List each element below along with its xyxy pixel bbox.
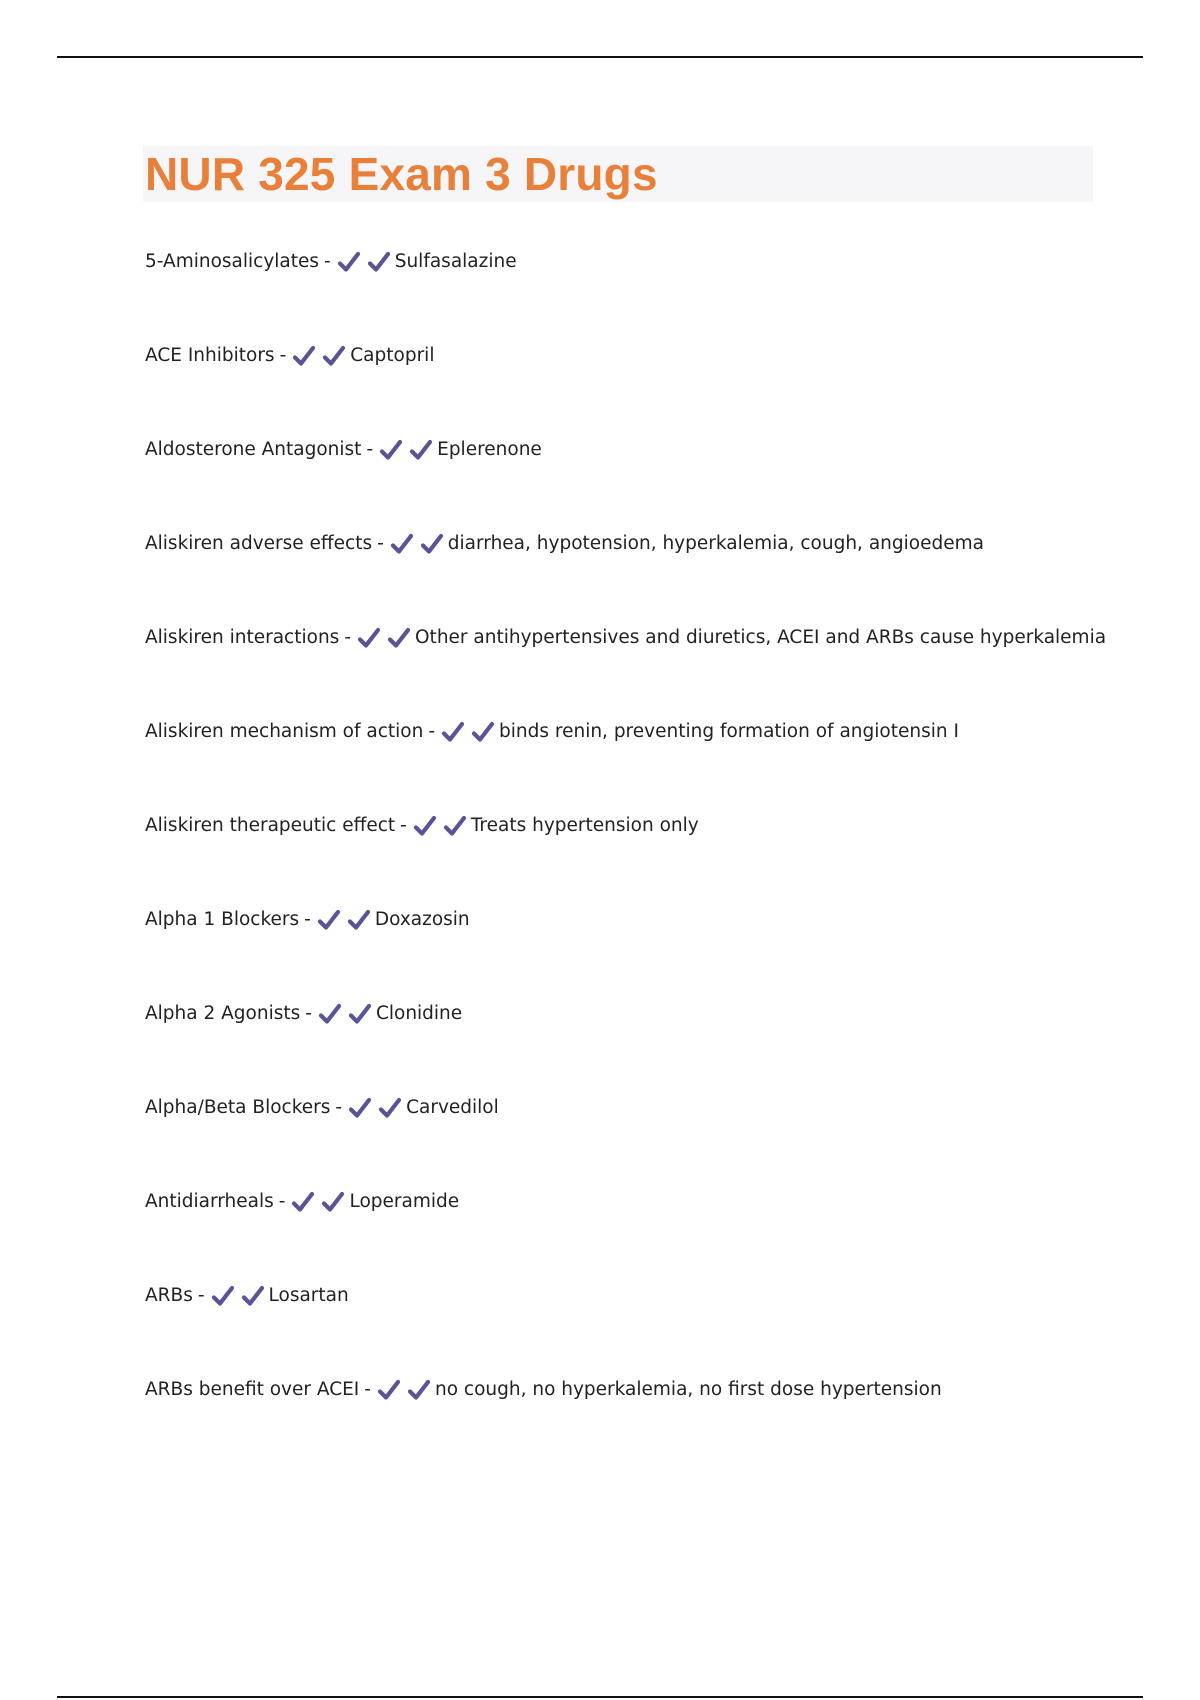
entry-answer: Sulfasalazine xyxy=(394,251,517,272)
double-check-marks xyxy=(377,1372,431,1408)
list-item xyxy=(145,996,1105,1090)
check-icon xyxy=(390,532,414,556)
double-check-marks xyxy=(317,902,371,938)
check-icon xyxy=(348,1002,372,1026)
check-icon xyxy=(291,1190,315,1214)
entry-term: Antidiarrheals xyxy=(145,1191,274,1212)
list-item xyxy=(145,714,1105,808)
list-item xyxy=(145,432,1105,526)
entry-term: Alpha 2 Agonists xyxy=(145,1003,301,1024)
check-icon xyxy=(409,438,433,462)
list-item xyxy=(145,526,1105,620)
entry-separator: - xyxy=(335,1097,343,1118)
check-icon xyxy=(347,908,371,932)
list-item xyxy=(145,902,1105,996)
list-item xyxy=(145,338,1105,432)
entry-answer: Eplerenone xyxy=(437,439,542,460)
top-divider xyxy=(57,56,1143,58)
list-item xyxy=(145,1090,1105,1184)
list-item xyxy=(145,808,1105,902)
double-check-marks xyxy=(379,432,433,468)
entry-separator: - xyxy=(377,533,384,554)
entry-separator: - xyxy=(428,721,436,742)
entry-term: Alpha/Beta Blockers xyxy=(145,1097,331,1118)
check-icon xyxy=(241,1284,265,1308)
check-icon xyxy=(317,908,341,932)
double-check-marks xyxy=(318,996,372,1032)
entry-separator: - xyxy=(400,815,407,836)
check-icon xyxy=(322,344,346,368)
check-icon xyxy=(407,1378,431,1402)
entry-separator: - xyxy=(364,1379,371,1400)
double-check-marks xyxy=(211,1278,265,1314)
check-icon xyxy=(413,814,437,838)
flashcard-list xyxy=(145,244,1105,1466)
check-icon xyxy=(377,1378,401,1402)
entry-term: Alpha 1 Blockers xyxy=(145,909,300,930)
entry-answer: Captopril xyxy=(350,345,435,366)
check-icon xyxy=(471,720,495,744)
bottom-divider xyxy=(57,1696,1143,1698)
entry-separator: - xyxy=(279,345,287,366)
check-icon xyxy=(378,1096,402,1120)
list-item xyxy=(145,244,1105,338)
entry-answer: diarrhea, hypotension, hyperkalemia, cough, angioedema xyxy=(447,533,984,554)
check-icon xyxy=(441,720,465,744)
title-band xyxy=(143,146,1093,202)
check-icon xyxy=(348,1096,372,1120)
double-check-marks xyxy=(348,1090,402,1126)
entry-answer: no cough, no hyperkalemia, no first dose hypertension xyxy=(434,1379,942,1400)
check-icon xyxy=(321,1190,345,1214)
entry-term: ARBs xyxy=(145,1285,193,1306)
check-icon xyxy=(318,1002,342,1026)
check-icon xyxy=(292,344,316,368)
double-check-marks xyxy=(291,1184,345,1220)
check-icon xyxy=(443,814,467,838)
entry-separator: - xyxy=(197,1285,205,1306)
entry-term: Aliskiren adverse effects xyxy=(145,533,373,554)
entry-answer: Carvedilol xyxy=(406,1097,499,1118)
entry-term: Aliskiren interactions xyxy=(145,627,340,648)
entry-term: 5-Aminosalicylates xyxy=(145,251,320,272)
check-icon xyxy=(387,626,411,650)
double-check-marks xyxy=(292,338,346,374)
check-icon xyxy=(357,626,381,650)
entry-term: ACE Inhibitors xyxy=(145,345,275,366)
entry-answer: binds renin, preventing formation of angiotensin I xyxy=(499,721,959,742)
entry-answer: Losartan xyxy=(268,1285,349,1306)
entry-answer: Treats hypertension only xyxy=(470,815,699,836)
check-icon xyxy=(367,250,391,274)
double-check-marks xyxy=(441,714,495,750)
list-item xyxy=(145,1372,1105,1466)
entry-answer: Other antihypertensives and diuretics, ACEI and ARBs cause hyperkalemia xyxy=(415,627,1107,648)
entry-separator: - xyxy=(305,1003,312,1024)
list-item xyxy=(145,620,1105,714)
double-check-marks xyxy=(390,526,444,562)
entry-term: Aliskiren mechanism of action xyxy=(145,721,424,742)
double-check-marks xyxy=(413,808,467,844)
entry-separator: - xyxy=(304,909,311,930)
check-icon xyxy=(337,250,361,274)
entry-answer: Clonidine xyxy=(375,1003,463,1024)
entry-term: Aldosterone Antagonist xyxy=(145,439,362,460)
page-title: NUR 325 Exam 3 Drugs xyxy=(145,148,658,200)
double-check-marks xyxy=(337,244,391,280)
entry-separator: - xyxy=(324,251,331,272)
check-icon xyxy=(211,1284,235,1308)
entry-separator: - xyxy=(278,1191,286,1212)
entry-term: Aliskiren therapeutic effect xyxy=(145,815,396,836)
entry-answer: Doxazosin xyxy=(374,909,470,930)
check-icon xyxy=(420,532,444,556)
list-item xyxy=(145,1278,1105,1372)
check-icon xyxy=(379,438,403,462)
entry-separator: - xyxy=(344,627,351,648)
entry-answer: Loperamide xyxy=(349,1191,460,1212)
double-check-marks xyxy=(357,620,411,656)
entry-term: ARBs benefit over ACEI xyxy=(145,1379,360,1400)
list-item xyxy=(145,1184,1105,1278)
entry-separator: - xyxy=(366,439,374,460)
